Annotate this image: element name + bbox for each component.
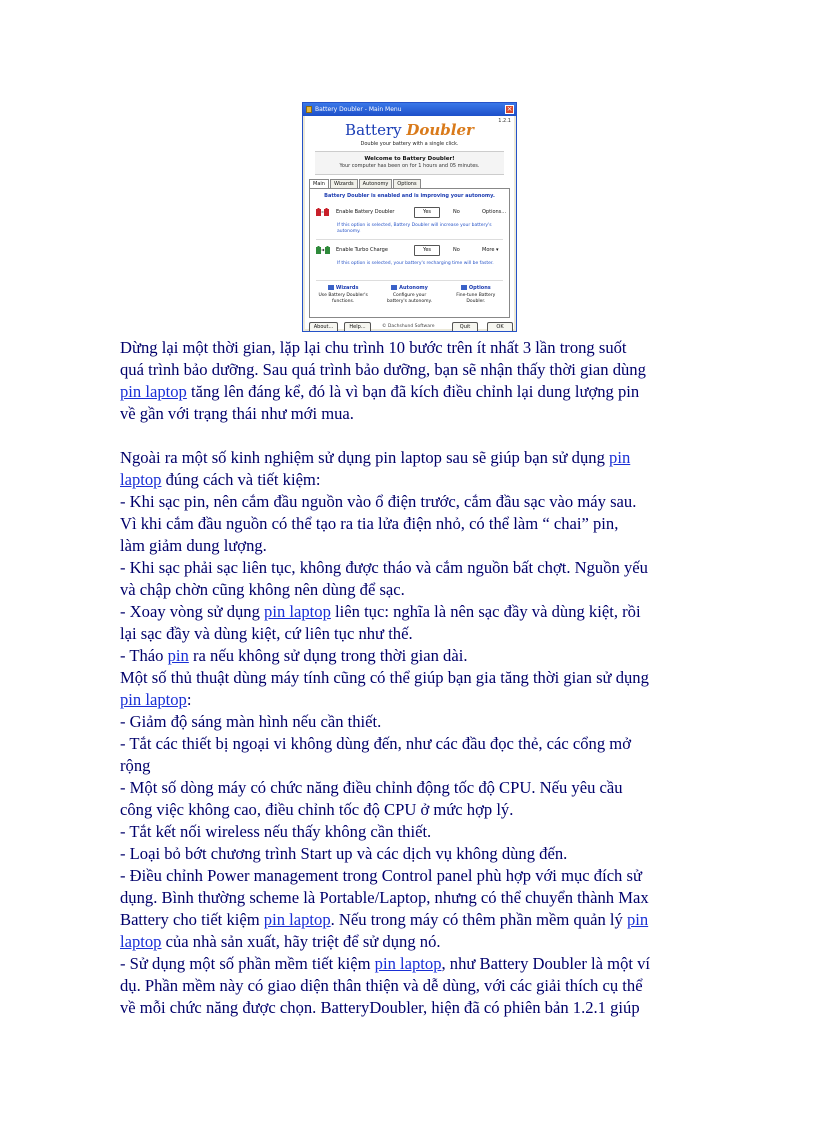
help-button: Help... [344, 322, 371, 332]
turbo-more-link: More ▾ [482, 247, 499, 253]
pin-laptop-link[interactable]: laptop [120, 470, 162, 489]
enable-doubler-label: Enable Battery Doubler [336, 209, 395, 215]
options-icon [461, 285, 467, 290]
text-line [120, 623, 710, 645]
welcome-title: Welcome to Battery Doubler! [364, 156, 455, 162]
tab-wizards: Wizards [330, 179, 358, 188]
text-run: , như Battery Doubler là một ví [441, 954, 651, 973]
shortcut-columns [310, 285, 509, 315]
window-button-bar [309, 322, 510, 332]
pin-laptop-link[interactable]: pin [609, 448, 631, 467]
pin-laptop-link[interactable]: laptop [120, 932, 162, 951]
window-title-bar [303, 103, 516, 116]
wizard-icon [328, 285, 334, 290]
text-line [120, 975, 710, 997]
text-run: . Nếu trong máy có thêm phần mềm quản lý [330, 910, 627, 929]
welcome-box [315, 151, 504, 175]
text-run: Dừng lại một thời gian, lặp lại chu trình 10 bước trên ít nhất 3 lần trong suốt [120, 338, 627, 357]
text-line [120, 909, 710, 931]
text-line [120, 359, 710, 381]
text-line [120, 535, 710, 557]
text-run: về mỗi chức năng được chọn. BatteryDoubler, hiện đã có phiên bản 1.2.1 giúp [120, 998, 640, 1017]
text-line [120, 931, 710, 953]
article-body [120, 337, 710, 1019]
tab-options: Options [393, 179, 420, 188]
turbo-charge-label: Enable Turbo Charge [336, 247, 388, 253]
text-line [120, 887, 710, 909]
pin-laptop-link[interactable]: pin [626, 910, 649, 929]
turbo-no-option: No [453, 247, 460, 253]
text-run: của nhà sản xuất, hãy triệt để sử dụng nó. [161, 932, 441, 951]
battery-pair-icon [316, 208, 330, 216]
text-run: rộng [120, 756, 151, 775]
text-run: - Một số dòng máy có chức năng điều chỉnh động tốc độ CPU. Nếu yêu cầu [120, 778, 623, 797]
text-line [120, 469, 710, 491]
text-run: đúng cách và tiết kiệm: [161, 470, 321, 489]
text-line [120, 843, 710, 865]
text-line [120, 865, 710, 887]
text-run: - Sử dụng một số phần mềm tiết kiệm [120, 954, 375, 973]
options-heading: Options [468, 285, 491, 291]
wizards-desc-1: Use Battery Doubler's [318, 293, 368, 298]
doubler-hint: If this option is selected, Battery Doubler will increase your battery's autonomy. [337, 223, 492, 234]
charge-battery-icon [316, 246, 330, 254]
autonomy-desc-2: battery's autonomy. [386, 299, 432, 304]
doubler-no-option: No [453, 209, 460, 215]
text-run: dụng. Bình thường scheme là Portable/Laptop, nhưng có thể chuyển thành Max [120, 888, 649, 907]
text-run: - Xoay vòng sử dụng [120, 602, 265, 621]
window-body [305, 116, 514, 329]
version-label: 1.2.1 [498, 118, 511, 124]
text-run: - Tháo [120, 646, 168, 665]
options-desc-2: Doubler. [466, 299, 486, 304]
turbo-yes-option: Yes [414, 245, 440, 256]
wizards-heading: Wizards [335, 285, 359, 291]
text-run: Battery cho tiết kiệm [120, 910, 264, 929]
pin-laptop-link[interactable]: pin laptop [120, 690, 187, 709]
text-run: ra nếu không sử dụng trong thời gian dài. [188, 646, 468, 665]
doubler-options-link: Options... [482, 209, 507, 215]
logo-word-battery: Battery [345, 121, 402, 139]
text-line [120, 513, 710, 535]
pin-laptop-link[interactable]: pin laptop [263, 910, 331, 929]
app-logo [305, 122, 514, 138]
pin-laptop-link[interactable]: pin laptop [120, 382, 187, 401]
enable-doubler-row [316, 207, 505, 219]
autonomy-shortcut [376, 285, 442, 315]
text-run: - Khi sạc pin, nên cắm đầu nguồn vào ổ điện trước, cắm đầu sạc vào máy sau. [120, 492, 637, 511]
row-divider [316, 239, 503, 240]
close-icon: × [506, 105, 513, 113]
ok-button: OK [487, 322, 513, 332]
text-run: dụ. Phần mềm này có giao diện thân thiện và dễ dùng, với các giải thích cụ thể [120, 976, 643, 995]
text-run: Ngoài ra một số kinh nghiệm sử dụng pin laptop sau sẽ giúp bạn sử dụng [120, 448, 610, 467]
autonomy-icon [391, 285, 397, 290]
options-desc-1: Fine-tune Battery [456, 293, 496, 298]
text-line [120, 579, 710, 601]
text-run: - Tắt kết nối wireless nếu thấy không cần thiết. [120, 822, 432, 841]
text-run: công việc không cao, điều chỉnh tốc độ CPU ở mức hợp lý. [120, 800, 514, 819]
text-run: quá trình bảo dưỡng. Sau quá trình bảo dưỡng, bạn sẽ nhận thấy thời gian dùng [120, 360, 646, 379]
text-line [120, 799, 710, 821]
battery-app-icon [306, 106, 312, 113]
wizards-desc-2: functions. [332, 299, 355, 304]
text-run: tăng lên đáng kể, đó là vì bạn đã kích điều chỉnh lại dung lượng pin [186, 382, 640, 401]
pin-laptop-link[interactable]: pin laptop [264, 602, 331, 621]
text-line [120, 711, 710, 733]
text-line [120, 667, 710, 689]
tab-main: Main [309, 179, 329, 189]
text-run: và chập chờn cũng không nên dùng để sạc. [120, 580, 405, 599]
doubler-yes-option: Yes [414, 207, 440, 218]
text-line [120, 755, 710, 777]
text-run: - Loại bỏ bớt chương trình Start up và các dịch vụ không dùng đến. [120, 844, 568, 863]
text-line [120, 337, 710, 359]
options-shortcut [443, 285, 509, 315]
wizards-shortcut [310, 285, 376, 315]
welcome-subtitle: Your computer has been on for 1 hours and 05 minutes. [339, 163, 480, 169]
text-line [120, 821, 710, 843]
autonomy-heading: Autonomy [399, 285, 428, 291]
text-line [120, 733, 710, 755]
text-line [120, 381, 710, 403]
text-line [120, 403, 710, 425]
status-text: Battery Doubler is enabled and is improving your autonomy. [324, 193, 495, 199]
pin-laptop-link[interactable]: pin [167, 646, 189, 665]
text-run: : [186, 690, 192, 709]
text-line [120, 645, 710, 667]
text-line [120, 491, 710, 513]
turbo-charge-row [316, 245, 505, 257]
about-button: About... [309, 322, 338, 332]
text-line [120, 689, 710, 711]
text-line [120, 557, 710, 579]
text-run: Vì khi cắm đầu nguồn có thể tạo ra tia lửa điện nhỏ, có thể làm “ chai” pin, [120, 514, 619, 533]
battery-doubler-window-image [302, 102, 517, 332]
text-run: Một số thủ thuật dùng máy tính cũng có thể giúp bạn gia tăng thời gian sử dụng [120, 668, 649, 687]
logo-word-doubler: Doubler [406, 121, 474, 139]
text-line [120, 997, 710, 1019]
main-panel [309, 188, 510, 318]
copyright-text: © Dachshund Software [382, 324, 435, 329]
text-run: - Khi sạc phải sạc liên tục, không được tháo và cắm nguồn bất chợt. Nguồn yếu [120, 558, 648, 577]
text-line [120, 777, 710, 799]
text-run: - Giảm độ sáng màn hình nếu cần thiết. [120, 712, 382, 731]
text-run: làm giảm dung lượng. [120, 536, 267, 555]
turbo-hint: If this option is selected, your battery's recharging time will be faster. [337, 261, 494, 266]
row-divider [316, 280, 503, 281]
quit-button: Quit [452, 322, 478, 332]
text-run: - Điều chỉnh Power management trong Control panel phù hợp với mục đích sử [120, 866, 642, 885]
text-run: lại sạc đầy và dùng kiệt, cứ liên tục như thế. [120, 624, 413, 643]
text-line [120, 601, 710, 623]
tab-bar [309, 179, 422, 188]
tab-autonomy: Autonomy [359, 179, 393, 188]
window-title: Battery Doubler - Main Menu [315, 106, 402, 113]
text-line [120, 447, 710, 469]
text-run: - Tắt các thiết bị ngoại vi không dùng đến, như các đầu đọc thẻ, các cổng mở [120, 734, 631, 753]
text-run: về gần với trạng thái như mới mua. [120, 404, 354, 423]
slogan: Double your battery with a single click. [360, 141, 459, 147]
blank-line [120, 425, 710, 447]
autonomy-desc-1: Configure your [392, 293, 427, 298]
pin-laptop-link[interactable]: pin laptop [374, 954, 442, 973]
text-line [120, 953, 710, 975]
text-run: liên tục: nghĩa là nên sạc đầy và dùng kiệt, rồi [330, 602, 641, 621]
